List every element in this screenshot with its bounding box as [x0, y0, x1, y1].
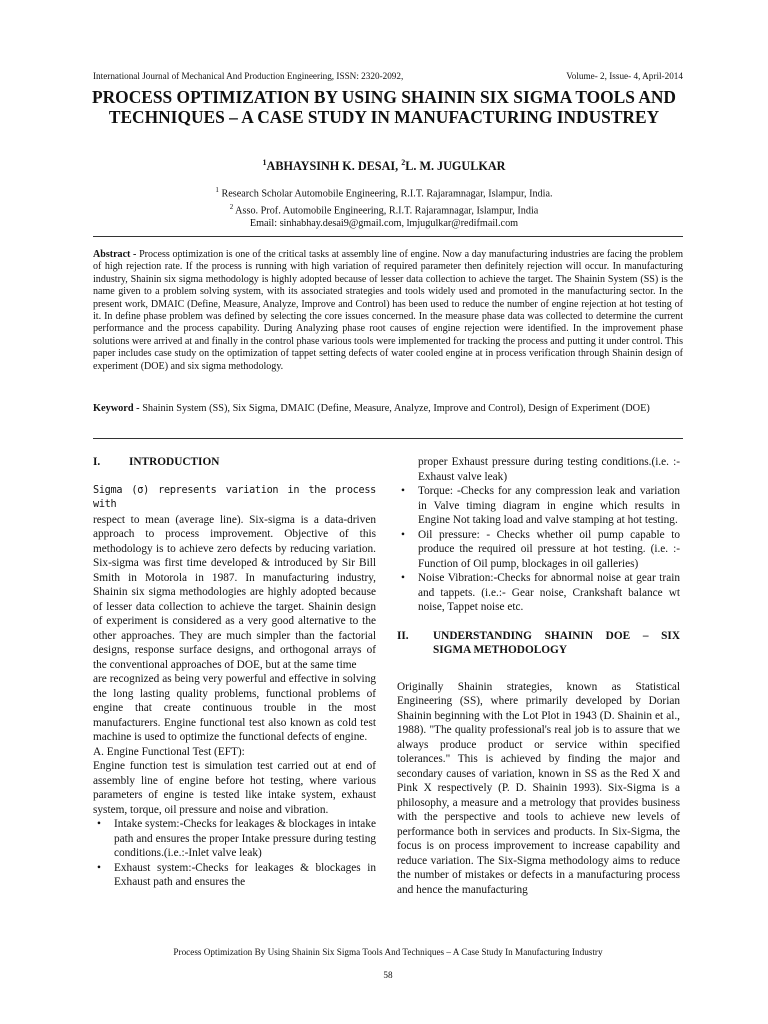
- list-item-continuation: proper Exhaust pressure during testing conditions.(i.e. :- Exhaust valve leak): [418, 456, 680, 483]
- list-item-text: Intake system:-Checks for leakages & blockages in intake path and ensures the proper Intake pressure during testing conditions.(i.e.:-Inlet valve leak): [114, 818, 376, 859]
- list-item: [93, 817, 376, 861]
- keyword-text: Shainin System (SS), Six Sigma, DMAIC (Define, Measure, Analyze, Improve and Control), Design of Experiment (DOE): [142, 403, 650, 414]
- author2-sup: 2: [401, 158, 406, 167]
- section-heading-shainin: [397, 629, 680, 658]
- keywords: [93, 402, 683, 415]
- email-line: Email: sinhabhay.desai9@gmail.com, lmjugulkar@redifmail.com: [249, 217, 519, 229]
- affiliation-1: [85, 184, 683, 201]
- intro-paragraph-2: are recognized as being very powerful and effective in solving the long lasting quality problems, functional problems of engine that create continuous trouble in the most manufacturers. Engine functional test also known as cold test machine is used to optimize the functional defects of engine.: [93, 673, 376, 743]
- intro-first-line: Sigma (σ) represents variation in the process with: [93, 484, 376, 510]
- paper-title: PROCESS OPTIMIZATION BY USING SHAININ SIX SIGMA TOOLS AND TECHNIQUES – A CASE STUDY IN MANUFACTURING INDUSTREY: [91, 87, 676, 127]
- section-title: UNDERSTANDING SHAININ DOE – SIX SIGMA METHODOLOGY: [433, 629, 680, 656]
- author1-name: ABHAYSINH K. DESAI,: [266, 159, 402, 174]
- bullet-icon: •: [401, 485, 405, 497]
- list-item-text: Noise Vibration:-Checks for abnormal noise at gear train and tappets. (i.e.:- Gear noise, Crankshaft balance wt noise, Tappet noise etc.: [418, 572, 680, 613]
- list-item: [93, 861, 376, 890]
- author2-name: L. M. JUGULKAR: [405, 159, 506, 174]
- bullet-icon: •: [401, 528, 405, 541]
- top-divider: [93, 236, 683, 237]
- list-item: [397, 571, 680, 615]
- affil2-sup: 2: [229, 202, 234, 211]
- bullet-icon: •: [401, 572, 405, 584]
- abstract-label: Abstract -: [93, 249, 140, 260]
- abstract: [93, 249, 683, 373]
- section-number: I.: [93, 456, 101, 468]
- shainin-paragraph: Originally Shainin strategies, known as Statistical Engineering (SS), where primarily developed by Dorian Shainin beginning with the Lot Plot in 1943 (D. Shainin et al., 1988). "The quality professional's real job is to assure that we always produce product or service within specified tolerances." This is achieved by finding the major and secondary causes of variation, known in SS as the Red X and Pink X respectively (P. D. Shainin 1993). Six-Sigma is a philosophy, a measure and a metrology that provides business with the perspective and tools to achieve new levels of performance both in services and products. In Six-Sigma, the focus is on process improvement to increase capability and reduce variation. The Six-Sigma methodology aims to reduce the number of mistakes or defects in a manufacturing process and hence the manufacturing: [397, 680, 680, 896]
- affil2-text: Asso. Prof. Automobile Engineering, R.I.T. Rajaramnagar, Islampur, India: [233, 205, 539, 217]
- author1-sup: 1: [262, 158, 267, 167]
- bullet-icon: •: [97, 818, 101, 830]
- list-item-text: Torque: -Checks for any compression leak and variation in Valve timing diagram in engine which results in Engine Not taking load and valve stamping at hot testing.: [418, 485, 680, 526]
- left-column: [93, 455, 376, 890]
- affiliations: [85, 184, 683, 230]
- running-header: [93, 71, 683, 82]
- page-number: 58: [383, 970, 393, 980]
- affil1-sup: 1: [215, 186, 219, 194]
- affiliation-2: [85, 201, 683, 218]
- journal-info: International Journal of Mechanical And Production Engineering, ISSN: 2320-2092,: [93, 71, 404, 81]
- list-item-text: Oil pressure: - Checks whether oil pump capable to produce the required oil pressure at hot testing. (i.e. :- Function of Oil pump, blockages in oil galleries): [418, 528, 680, 570]
- subsection-heading-eft: A. Engine Functional Test (EFT):: [93, 745, 245, 758]
- section-title: INTRODUCTION: [129, 456, 220, 468]
- section-heading-introduction: [93, 455, 376, 470]
- volume-info: Volume- 2, Issue- 4, April-2014: [566, 71, 683, 81]
- author-list: [85, 156, 683, 173]
- list-item-text: Exhaust system:-Checks for leakages & blockages in Exhaust path and ensures the: [114, 861, 376, 888]
- list-item: [397, 484, 680, 528]
- right-column: [397, 455, 680, 897]
- eft-paragraph: Engine function test is simulation test carried out at end of assembly line of engine before hot testing, where various parameters of engine is tested like intake system, exhaust system, torque, oil pressure and noise and vibration.: [93, 760, 376, 816]
- section-number: II.: [397, 629, 409, 642]
- bottom-divider: [93, 438, 683, 439]
- list-item: [397, 528, 680, 572]
- test-list-continued: [397, 484, 680, 615]
- running-footer: Process Optimization By Using Shainin Six Sigma Tools And Techniques – A Case Study In Manufacturing Industry: [173, 947, 603, 957]
- keyword-label: Keyword -: [93, 403, 143, 414]
- affil1-text: Research Scholar Automobile Engineering, R.I.T. Rajaramnagar, Islampur, India.: [218, 188, 553, 200]
- abstract-text: Process optimization is one of the critical tasks at assembly line of engine. Now a day manufacturing industries are facing the problem of high rejection rate. If the process is running with high variation of required parameter then definitely rejection will occur. In manufacturing industry, Shainin six sigma methodology is highly adopted because of lesser data collection to achieve the target. The Shainin System (SS) is the name given to a problem solving system, with its associated strategies and tools widely used and promoted in the manufacturing sector. In the present work, DMAIC (Define, Measure, Analyze, Improve and Control) has been used to reduce the number of engine rejection at hot testing of it. In define phase problem was defined by selecting the core issues concerned. In the measure phase data was collected to determine the current performance and the process capability. During Analyzing phase root causes of engine rejection were identified. In the improvement phase solutions were arrived at and finally in the control phase various tools were implemented for tracking the process and putting it under control. This paper includes case study on the optimization of tappet setting defects of water cooled engine at in process verification through Shainin design of experiment (DOE) and six sigma methodology.: [93, 249, 684, 372]
- test-list: [93, 817, 376, 890]
- intro-paragraph-1: respect to mean (average line). Six-sigma is a data-driven approach to process improvement. Objective of this methodology is to achieve zero defects by reducing variation. Six-sigma was first time developed & introduced by Sir Bill Smith in Motorola in 1987. In manufacturing industry, Shainin six sigma methodologies are highly adopted because of lesser data collection to achieve the target. Shainin design of experiment is considered as a very good alternative to the other approaches. They are much simpler than the factorial designs, response surface designs, and orthogonal arrays of the conventional approaches of DOE, but at the same time: [93, 513, 376, 671]
- bullet-icon: •: [97, 861, 101, 874]
